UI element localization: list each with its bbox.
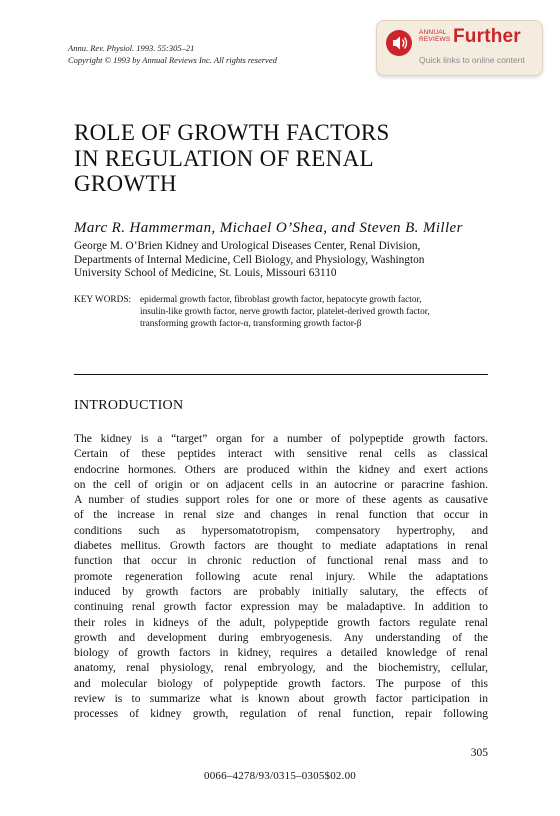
- body-line: induced by growth factors are probably initially salutary, the effects of: [74, 585, 488, 598]
- author-list: Marc R. Hammerman, Michael O’Shea, and Steven B. Miller: [74, 220, 463, 236]
- article-code: 0066–4278/93/0315–0305$02.00: [204, 770, 356, 782]
- body-line: of the increase in renal size and changes in renal function that occur in: [74, 509, 488, 522]
- title-line: GROWTH: [74, 171, 177, 196]
- body-line: review is to summarize what is known about growth factor participation in: [74, 693, 488, 706]
- introduction-body: [74, 432, 488, 723]
- speaker-icon: [386, 30, 412, 56]
- body-line: function that occur in chronic reduction of functional renal mass and to: [74, 555, 488, 568]
- body-line: continuing renal growth factor expression may be maladaptive. In addition to: [74, 601, 488, 614]
- body-line: conditions such as hypersomatotropism, compensatory hypertrophy, and: [74, 524, 488, 537]
- journal-citation-block: [68, 43, 368, 66]
- body-line: on the cell of origin or on adjacent cells in an autocrine or paracrine fashion.: [74, 478, 488, 491]
- title-line: IN REGULATION OF RENAL: [74, 145, 374, 171]
- keywords-line: insulin-like growth factor, nerve growth factor, platelet-derived growth factor,: [140, 307, 430, 317]
- keywords-line: epidermal growth factor, fibroblast growth factor, hepatocyte growth factor,: [140, 295, 422, 305]
- copyright-notice: Copyright © 1993 by Annual Reviews Inc. All rights reserved: [68, 54, 277, 65]
- body-line: biology of growth factors in kidney, requires a detailed knowledge of renal: [74, 647, 488, 660]
- title-line: ROLE OF GROWTH FACTORS: [74, 120, 390, 145]
- author-affiliation: [74, 240, 504, 281]
- body-line: processes of kidney growth, regulation of renal function, repair following: [74, 708, 488, 721]
- journal-citation: Annu. Rev. Physiol. 1993. 55:305–21: [68, 43, 195, 53]
- body-line: diabetes mellitus. Growth factors are thought to mediate adaptations in renal: [74, 540, 488, 553]
- body-line: anatomy, renal physiology, renal embryology, and the biochemistry, cellular,: [74, 662, 488, 675]
- section-heading-introduction: INTRODUCTION: [74, 398, 184, 413]
- affiliation-line: University School of Medicine, St. Louis, Missouri 63110: [74, 267, 337, 280]
- body-line: their roles in kidneys of the adult, polypeptide growth factors regulate renal: [74, 616, 488, 629]
- body-line: Certain of these peptides interact with sensitive renal cells as classical: [74, 448, 488, 461]
- body-line: endocrine hormones. Others are produced within the kidney and exert actions: [74, 463, 488, 476]
- body-line: A number of studies support roles for one or more of these agents as causative: [74, 494, 488, 507]
- affiliation-line: George M. O’Brien Kidney and Urological Diseases Center, Renal Division,: [74, 240, 421, 252]
- keywords-line: transforming growth factor-α, transforming growth factor-β: [140, 319, 362, 329]
- annual-reviews-brand: ANNUAL REVIEWS: [419, 29, 451, 43]
- page-number: 305: [470, 747, 488, 759]
- body-line: growth and development during embryogenesis. Any understanding of the: [74, 631, 488, 644]
- annual-reviews-further-badge[interactable]: [376, 20, 543, 76]
- keywords-list: [140, 294, 430, 330]
- section-divider: [74, 374, 488, 375]
- article-title: [74, 120, 494, 197]
- affiliation-line: Departments of Internal Medicine, Cell Biology, and Physiology, Washington: [74, 253, 425, 266]
- further-wordmark: Further: [453, 26, 521, 47]
- keywords-label: KEY WORDS:: [74, 295, 132, 305]
- further-tagline: Quick links to online content: [419, 55, 525, 65]
- body-line: promote regeneration following acute renal injury. While the adaptations: [74, 570, 488, 583]
- body-line: and molecular biology of polypeptide growth factors. The purpose of this: [74, 677, 488, 690]
- body-line: The kidney is a “target” organ for a number of polypeptide growth factors.: [74, 433, 488, 445]
